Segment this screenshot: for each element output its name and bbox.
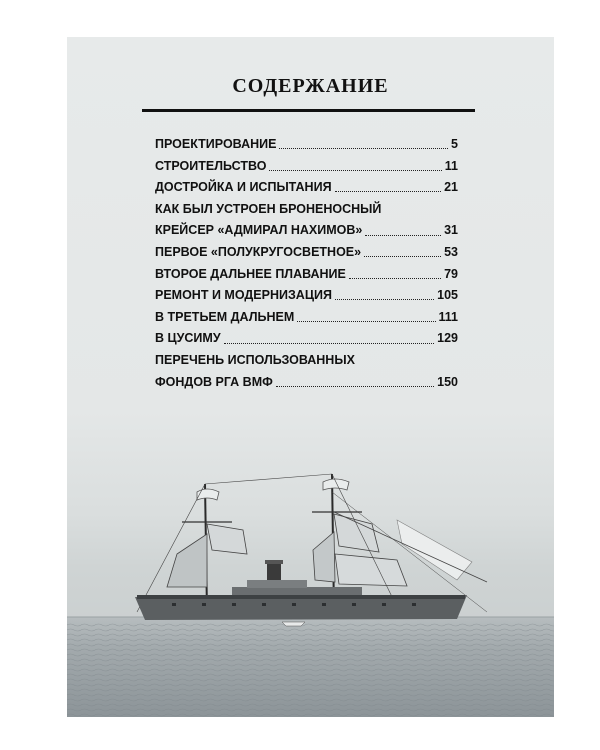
toc-label-continued: КРЕЙСЕР «АДМИРАЛ НАХИМОВ» xyxy=(155,223,363,238)
toc-line xyxy=(155,264,458,286)
toc-line xyxy=(155,372,458,394)
toc-label: ПРОЕКТИРОВАНИЕ xyxy=(155,137,277,151)
toc-line xyxy=(155,242,458,264)
toc-label: В ТРЕТЬЕМ ДАЛЬНЕМ xyxy=(155,309,295,324)
toc-line xyxy=(155,220,458,242)
toc-page-number: 5 xyxy=(451,137,458,151)
heading-rule xyxy=(142,109,475,112)
toc-line xyxy=(155,285,458,307)
toc-line xyxy=(155,156,458,178)
toc-label: СТРОИТЕЛЬСТВО xyxy=(155,158,267,173)
toc-entry-design xyxy=(155,134,458,156)
toc-page-number: 105 xyxy=(437,288,458,303)
toc-page-number: 129 xyxy=(437,331,458,346)
table-of-contents xyxy=(155,134,458,393)
toc-label: РЕМОНТ И МОДЕРНИЗАЦИЯ xyxy=(155,288,332,303)
toc-page-number: 53 xyxy=(444,244,458,259)
dot-leader xyxy=(335,191,442,192)
dot-leader xyxy=(297,321,435,322)
toc-label: ДОСТРОЙКА И ИСПЫТАНИЯ xyxy=(155,180,332,195)
toc-label: ПЕРЕЧЕНЬ ИСПОЛЬЗОВАННЫХ xyxy=(155,352,355,367)
toc-line xyxy=(155,328,458,350)
contents-heading: СОДЕРЖАНИЕ xyxy=(232,75,389,97)
toc-page-number: 11 xyxy=(444,158,458,173)
dot-leader xyxy=(349,278,441,279)
ship-photograph xyxy=(67,462,554,717)
toc-line xyxy=(155,199,458,221)
toc-entry-repair xyxy=(155,285,458,307)
toc-entry-archive-list xyxy=(155,350,458,393)
toc-line xyxy=(155,177,458,199)
dot-leader xyxy=(269,170,441,171)
toc-entry-construction xyxy=(155,156,458,178)
toc-entry-tsushima xyxy=(155,328,458,350)
toc-entry-completion-trials xyxy=(155,177,458,199)
toc-entry-third-voyage xyxy=(155,307,458,329)
toc-page-number: 21 xyxy=(444,180,458,195)
toc-entry-second-voyage xyxy=(155,264,458,286)
toc-line xyxy=(155,307,458,329)
toc-page-number: 150 xyxy=(437,374,458,389)
toc-entry-cruiser-design xyxy=(155,199,458,242)
dot-leader xyxy=(276,386,434,387)
toc-label: ВТОРОЕ ДАЛЬНЕЕ ПЛАВАНИЕ xyxy=(155,266,346,281)
dot-leader xyxy=(335,299,434,300)
dot-leader xyxy=(279,148,448,149)
book-page xyxy=(67,37,554,717)
toc-page-number: 79 xyxy=(444,266,458,281)
toc-line xyxy=(155,350,458,372)
toc-page-number: 31 xyxy=(444,223,458,238)
toc-line xyxy=(155,134,458,156)
toc-label-continued: ФОНДОВ РГА ВМФ xyxy=(155,374,273,389)
toc-entry-first-voyage xyxy=(155,242,458,264)
dot-leader xyxy=(364,256,441,257)
toc-page-number: 111 xyxy=(438,309,458,324)
dot-leader xyxy=(365,235,441,236)
toc-label: ПЕРВОЕ «ПОЛУКРУГОСВЕТНОЕ» xyxy=(155,244,362,259)
cruiser-ship xyxy=(135,474,487,626)
toc-label: В ЦУСИМУ xyxy=(155,331,221,346)
dot-leader xyxy=(224,343,435,344)
toc-label: КАК БЫЛ УСТРОЕН БРОНЕНОСНЫЙ xyxy=(155,201,382,216)
